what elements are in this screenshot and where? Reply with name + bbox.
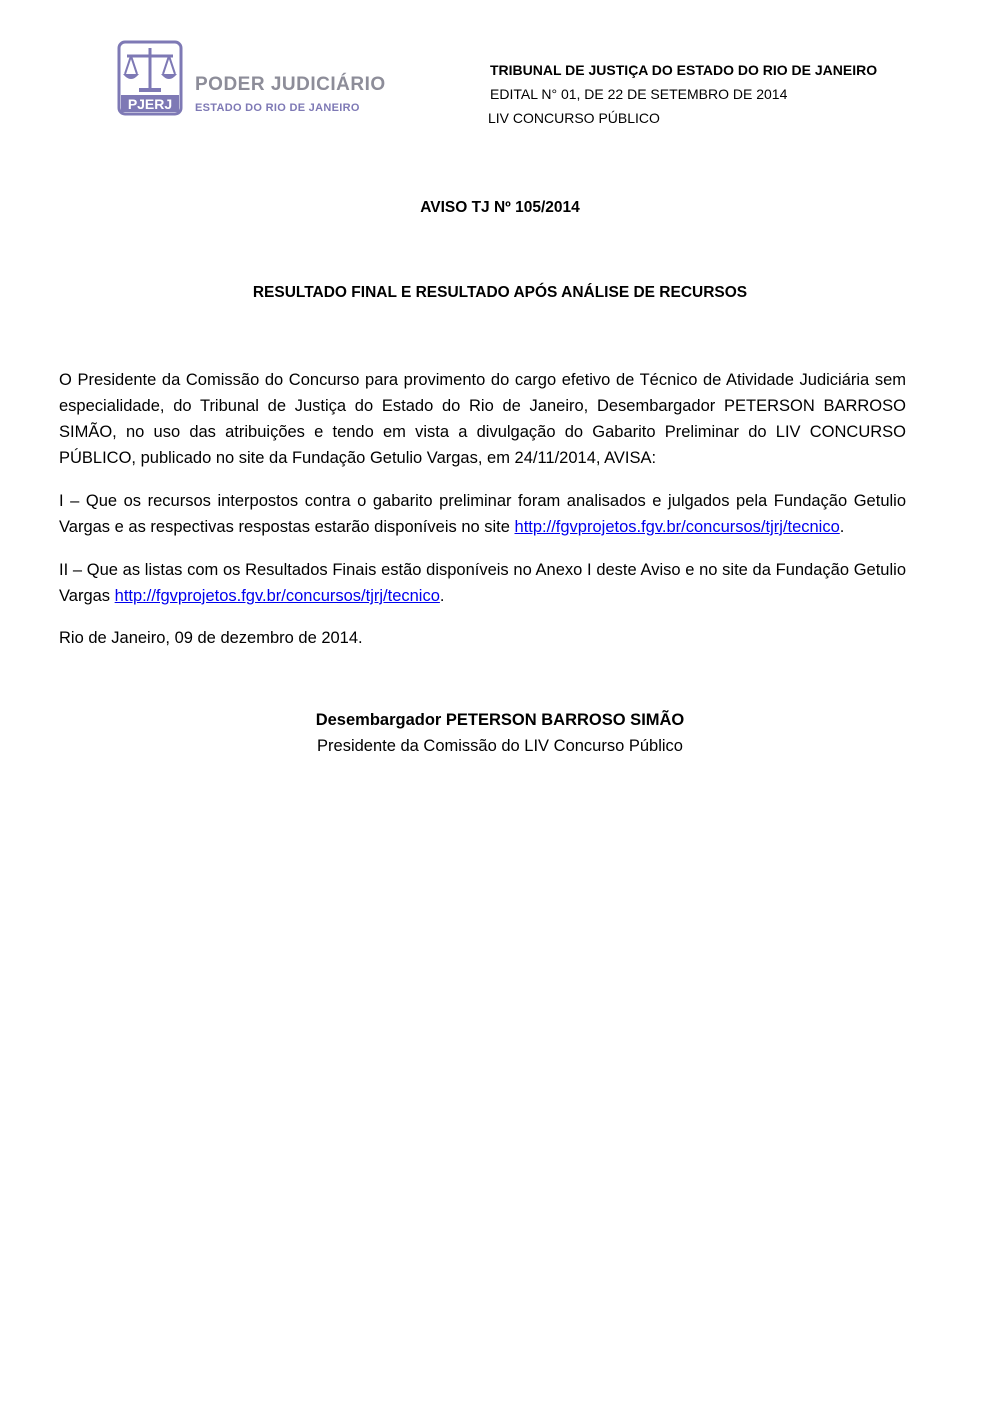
signature-role: Presidente da Comissão do LIV Concurso Público bbox=[317, 737, 683, 755]
date-line: Rio de Janeiro, 09 de dezembro de 2014. bbox=[59, 629, 363, 647]
item-1-end: . bbox=[839, 518, 845, 536]
logo-line-1: PODER JUDICIÁRIO bbox=[195, 74, 386, 95]
notice-subtitle: RESULTADO FINAL E RESULTADO APÓS ANÁLISE DE RECURSOS bbox=[252, 284, 748, 301]
item-1-text: I – Que os recursos interpostos contra o gabarito preliminar foram analisados e julgados pela Fundação Getulio Vargas e as respectivas respostas estarão disponíveis no site bbox=[59, 492, 906, 536]
item-1-paragraph bbox=[59, 488, 906, 540]
court-name: TRIBUNAL DE JUSTIÇA DO ESTADO DO RIO DE JANEIRO bbox=[490, 62, 878, 78]
signature-name: Desembargador PETERSON BARROSO SIMÃO bbox=[315, 711, 685, 729]
pjerj-logo bbox=[117, 40, 386, 120]
notice-title: AVISO TJ Nº 105/2014 bbox=[420, 199, 580, 216]
item-1-link[interactable]: http://fgvprojetos.fgv.br/concursos/tjrj/tecnico bbox=[514, 518, 840, 536]
concurso-line: LIV CONCURSO PÚBLICO bbox=[488, 110, 660, 126]
item-2-paragraph bbox=[59, 557, 906, 609]
item-2-end: . bbox=[439, 587, 445, 605]
scales-of-justice-icon bbox=[117, 40, 183, 116]
item-2-link[interactable]: http://fgvprojetos.fgv.br/concursos/tjrj/tecnico bbox=[114, 587, 440, 605]
item-2-text: II – Que as listas com os Resultados Finais estão disponíveis no Anexo I deste Aviso e no site da Fundação Getulio Vargas bbox=[59, 561, 906, 605]
intro-paragraph: O Presidente da Comissão do Concurso para provimento do cargo efetivo de Técnico de Atividade Judiciária sem especialidade, do Tribunal de Justiça do Estado do Rio de Janeiro, Desembargador PETERSON BARROSO SIMÃO, no uso das atribuições e tendo em vista a divulgação do Gabarito Preliminar do LIV CONCURSO PÚBLICO, publicado no site da Fundação Getulio Vargas, em 24/11/2014, AVISA: bbox=[59, 371, 906, 467]
edital-line: EDITAL N° 01, DE 22 DE SETEMBRO DE 2014 bbox=[490, 86, 788, 102]
logo-emblem-text: PJERJ bbox=[127, 96, 173, 112]
logo-line-2: ESTADO DO RIO DE JANEIRO bbox=[195, 102, 360, 114]
